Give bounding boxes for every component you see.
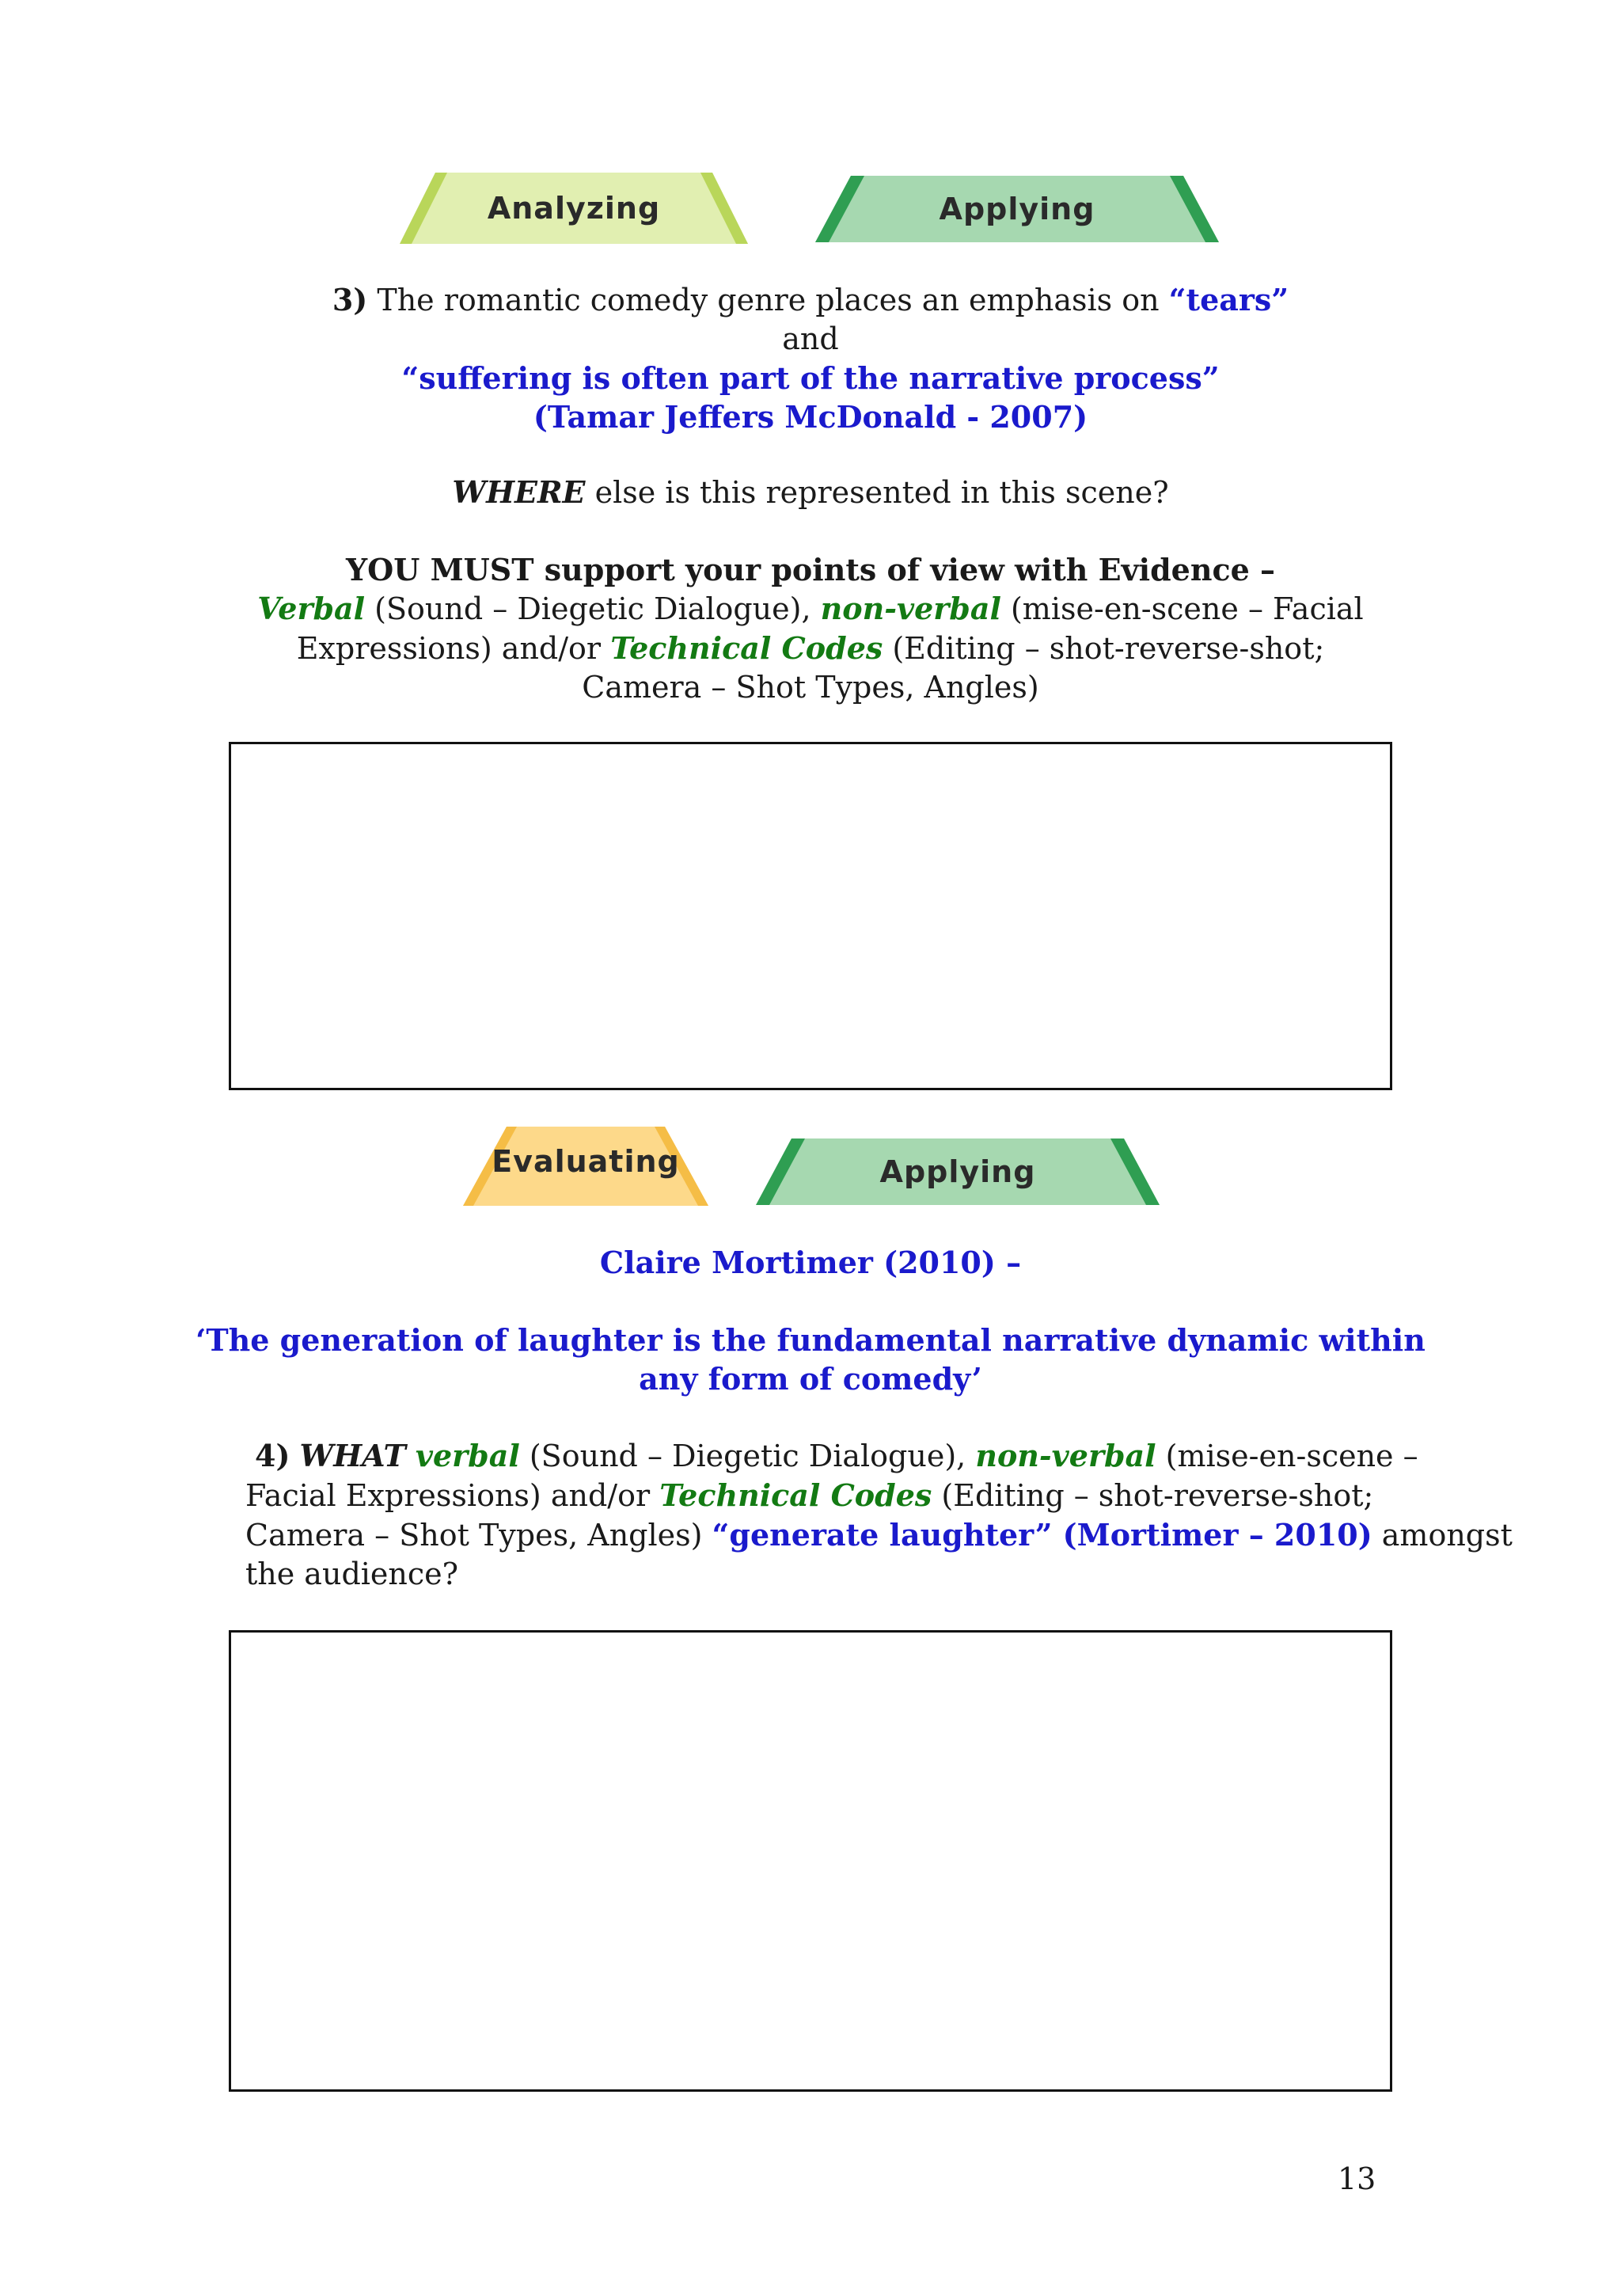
tears-quote: “tears” [1168, 282, 1289, 317]
question-4-line-4: the audience? [245, 1557, 459, 1591]
technical-codes-description: (Editing – shot-reverse-shot; [883, 631, 1325, 666]
q4-verbal-term: verbal [415, 1438, 520, 1473]
applying-badge-top-label: Applying [939, 192, 1095, 226]
question-4-line-2 [245, 1476, 1393, 1515]
applying-badge-top [815, 176, 1219, 242]
q4-nonverbal-description: (mise-en-scene – [1156, 1439, 1418, 1473]
question-3-block [0, 280, 1621, 436]
must-support-heading: YOU MUST support your points of view with Evidence – [345, 552, 1276, 587]
question-4-line-3 [245, 1515, 1513, 1555]
mortimer-author [0, 1243, 1621, 1282]
suffering-quote: “suffering is often part of the narrative process” [401, 360, 1220, 396]
q4-technical-codes-description: (Editing – shot-reverse-shot; [932, 1478, 1374, 1513]
mortimer-quote-line-2: any form of comedy’ [639, 1361, 982, 1397]
mcdonald-citation: (Tamar Jeffers McDonald - 2007) [533, 399, 1088, 435]
evidence-line-1 [0, 589, 1621, 629]
nonverbal-term: non-verbal [820, 591, 1001, 626]
where-question [0, 473, 1621, 512]
evaluating-badge [463, 1127, 708, 1206]
where-rest: else is this represented in this scene? [585, 475, 1169, 510]
answer-box-question-3[interactable] [229, 742, 1392, 1090]
q4-nonverbal-term: non-verbal [975, 1438, 1156, 1473]
applying-badge-mid-label: Applying [879, 1154, 1036, 1189]
verbal-term: Verbal [257, 591, 366, 626]
answer-box-question-4[interactable] [229, 1630, 1392, 2092]
page-number: 13 [1338, 2161, 1376, 2196]
technical-codes-term: Technical Codes [610, 630, 883, 666]
evidence-instructions [0, 550, 1621, 707]
evidence-line-2-start: Expressions) and/or [296, 631, 611, 666]
nonverbal-description: (mise-en-scene – Facial [1000, 591, 1364, 626]
question-3-line-1 [0, 280, 1621, 320]
verbal-description: (Sound – Diegetic Dialogue), [365, 591, 821, 626]
question-3-number: 3) [332, 282, 368, 317]
question-3-intro: The romantic comedy genre places an emphasis on [367, 283, 1169, 317]
question-4-number: 4) [255, 1438, 290, 1473]
evidence-line-2 [0, 629, 1621, 668]
q4-line-2-start: Facial Expressions) and/or [245, 1478, 660, 1513]
mortimer-quote [0, 1321, 1621, 1398]
question-4-line-1 [245, 1436, 1418, 1476]
question-4-block [245, 1436, 1513, 1594]
analyzing-badge [400, 173, 748, 244]
mortimer-quote-line-1: ‘The generation of laughter is the fundamental narrative dynamic within [196, 1322, 1425, 1358]
analyzing-badge-label: Analyzing [487, 191, 661, 226]
applying-badge-mid [756, 1138, 1160, 1205]
q4-verbal-description: (Sound – Diegetic Dialogue), [519, 1439, 976, 1473]
and-word: and [782, 321, 839, 356]
q4-technical-codes-term: Technical Codes [659, 1477, 932, 1513]
generate-laughter-quote: “generate laughter” (Mortimer – 2010) [712, 1517, 1372, 1553]
what-word: WHAT [299, 1438, 406, 1473]
where-word: WHERE [452, 474, 586, 510]
evidence-line-3: Camera – Shot Types, Angles) [582, 670, 1039, 705]
q4-line-3-start: Camera – Shot Types, Angles) [245, 1518, 712, 1553]
q4-line-3-end: amongst [1372, 1518, 1513, 1553]
mortimer-author-text: Claire Mortimer (2010) – [599, 1245, 1022, 1280]
evaluating-badge-label: Evaluating [492, 1144, 680, 1179]
